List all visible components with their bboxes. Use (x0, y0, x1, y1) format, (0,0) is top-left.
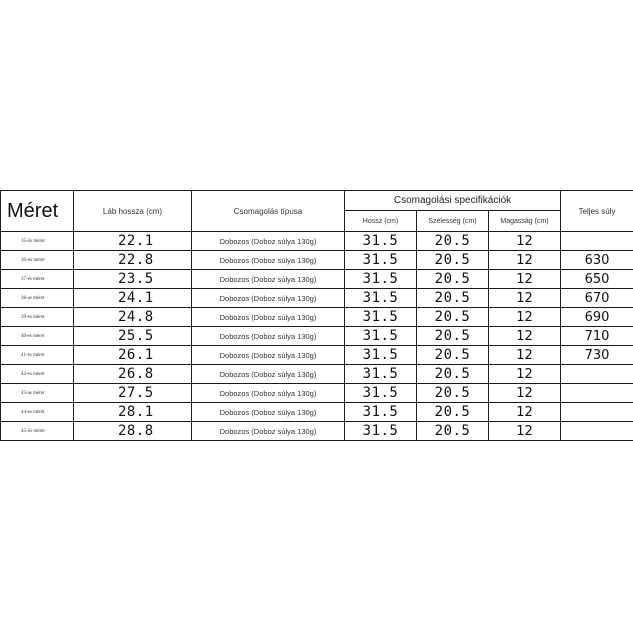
foot-length-cell: 24.8 (74, 308, 192, 327)
packaging-cell: Dobozos (Doboz súlya 130g) (192, 365, 345, 384)
box-length-cell: 31.5 (345, 270, 417, 289)
size-cell: 35-ös méret (1, 232, 74, 251)
box-height-cell: 12 (489, 346, 561, 365)
box-height-cell: 12 (489, 384, 561, 403)
total-weight-cell: 630 (561, 251, 633, 270)
size-cell: 36-os méret (1, 251, 74, 270)
total-weight-cell: 730 (561, 346, 633, 365)
box-length-cell: 31.5 (345, 232, 417, 251)
box-width-cell: 20.5 (417, 403, 489, 422)
header-total-weight: Teljes súly (561, 191, 633, 232)
packaging-cell: Dobozos (Doboz súlya 130g) (192, 346, 345, 365)
box-height-cell: 12 (489, 422, 561, 441)
packaging-cell: Dobozos (Doboz súlya 130g) (192, 289, 345, 308)
header-packaging-type: Csomagolás típusa (192, 191, 345, 232)
table-row (1, 422, 633, 441)
box-length-cell: 31.5 (345, 403, 417, 422)
total-weight-cell (561, 384, 633, 403)
box-width-cell: 20.5 (417, 232, 489, 251)
box-height-cell: 12 (489, 365, 561, 384)
size-cell: 44-es méret (1, 403, 74, 422)
size-cell: 40-es méret (1, 327, 74, 346)
table-row (1, 308, 633, 327)
packaging-cell: Dobozos (Doboz súlya 130g) (192, 327, 345, 346)
table-row (1, 403, 633, 422)
header-packaging-spec: Csomagolási specifikációk (345, 191, 561, 211)
total-weight-cell: 710 (561, 327, 633, 346)
foot-length-cell: 26.8 (74, 365, 192, 384)
table-row (1, 327, 633, 346)
box-height-cell: 12 (489, 327, 561, 346)
size-cell: 39-es méret (1, 308, 74, 327)
foot-length-cell: 24.1 (74, 289, 192, 308)
table-row (1, 346, 633, 365)
box-width-cell: 20.5 (417, 346, 489, 365)
header-width: Szélesség (cm) (417, 211, 489, 232)
size-cell: 42-es méret (1, 365, 74, 384)
foot-length-cell: 23.5 (74, 270, 192, 289)
foot-length-cell: 27.5 (74, 384, 192, 403)
box-length-cell: 31.5 (345, 327, 417, 346)
box-height-cell: 12 (489, 232, 561, 251)
size-rows (1, 232, 633, 441)
table-row (1, 251, 633, 270)
foot-length-cell: 26.1 (74, 346, 192, 365)
total-weight-cell (561, 422, 633, 441)
box-width-cell: 20.5 (417, 270, 489, 289)
box-length-cell: 31.5 (345, 384, 417, 403)
box-height-cell: 12 (489, 289, 561, 308)
total-weight-cell (561, 232, 633, 251)
box-width-cell: 20.5 (417, 422, 489, 441)
packaging-cell: Dobozos (Doboz súlya 130g) (192, 251, 345, 270)
size-cell: 37-es méret (1, 270, 74, 289)
total-weight-cell: 670 (561, 289, 633, 308)
header-foot-length: Láb hossza (cm) (74, 191, 192, 232)
packaging-cell: Dobozos (Doboz súlya 130g) (192, 308, 345, 327)
packaging-cell: Dobozos (Doboz súlya 130g) (192, 384, 345, 403)
header-length: Hossz (cm) (345, 211, 417, 232)
box-length-cell: 31.5 (345, 365, 417, 384)
header-height: Magasság (cm) (489, 211, 561, 232)
size-cell: 45-ös méret (1, 422, 74, 441)
packaging-cell: Dobozos (Doboz súlya 130g) (192, 403, 345, 422)
box-height-cell: 12 (489, 270, 561, 289)
box-width-cell: 20.5 (417, 384, 489, 403)
box-width-cell: 20.5 (417, 327, 489, 346)
table-row (1, 270, 633, 289)
box-width-cell: 20.5 (417, 289, 489, 308)
box-length-cell: 31.5 (345, 308, 417, 327)
total-weight-cell: 650 (561, 270, 633, 289)
box-width-cell: 20.5 (417, 251, 489, 270)
foot-length-cell: 28.8 (74, 422, 192, 441)
packaging-cell: Dobozos (Doboz súlya 130g) (192, 422, 345, 441)
foot-length-cell: 28.1 (74, 403, 192, 422)
box-length-cell: 31.5 (345, 422, 417, 441)
total-weight-cell (561, 403, 633, 422)
box-length-cell: 31.5 (345, 346, 417, 365)
foot-length-cell: 22.8 (74, 251, 192, 270)
total-weight-cell: 690 (561, 308, 633, 327)
packaging-cell: Dobozos (Doboz súlya 130g) (192, 232, 345, 251)
box-height-cell: 12 (489, 251, 561, 270)
size-cell: 41-es méret (1, 346, 74, 365)
packaging-cell: Dobozos (Doboz súlya 130g) (192, 270, 345, 289)
box-width-cell: 20.5 (417, 308, 489, 327)
foot-length-cell: 25.5 (74, 327, 192, 346)
table-row (1, 384, 633, 403)
size-cell: 38-as méret (1, 289, 74, 308)
header-meret: Méret (1, 191, 74, 232)
table-row (1, 289, 633, 308)
foot-length-cell: 22.1 (74, 232, 192, 251)
box-length-cell: 31.5 (345, 251, 417, 270)
box-width-cell: 20.5 (417, 365, 489, 384)
size-chart-table (0, 190, 633, 441)
table-row (1, 232, 633, 251)
box-length-cell: 31.5 (345, 289, 417, 308)
table-row (1, 365, 633, 384)
size-cell: 43-as méret (1, 384, 74, 403)
box-height-cell: 12 (489, 308, 561, 327)
box-height-cell: 12 (489, 403, 561, 422)
total-weight-cell (561, 365, 633, 384)
